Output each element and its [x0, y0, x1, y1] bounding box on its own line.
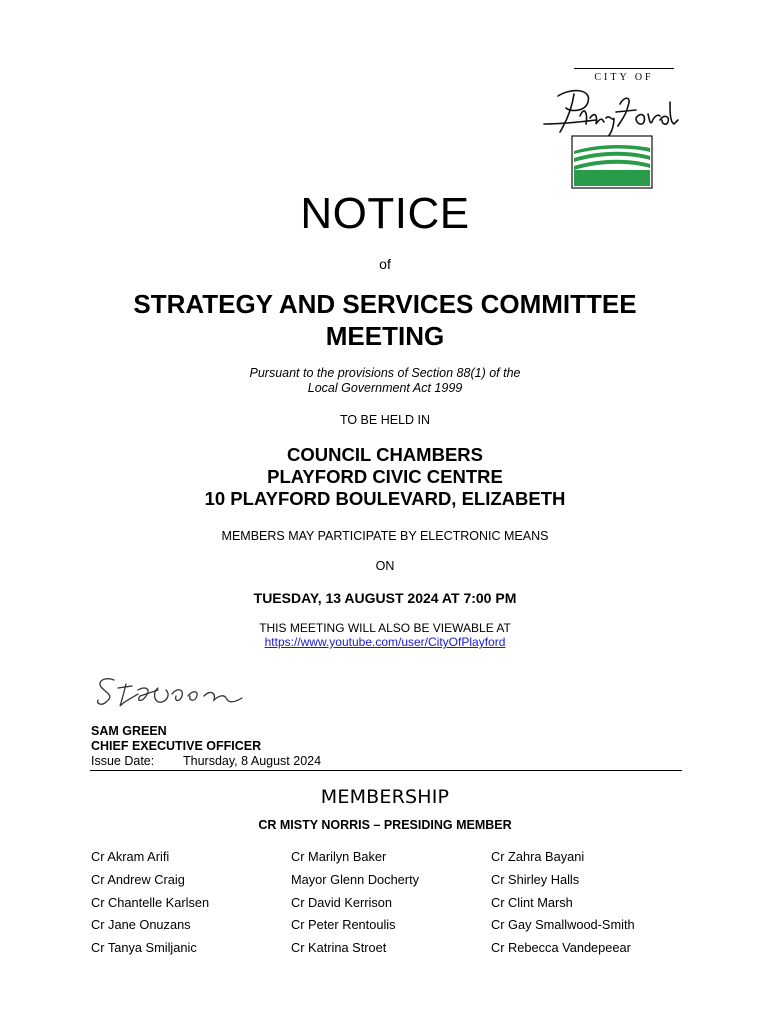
venue-line-3: 10 PLAYFORD BOULEVARD, ELIZABETH: [204, 488, 566, 509]
issue-date-row: [91, 754, 321, 769]
member-name: Cr Katrina Stroet: [291, 940, 387, 956]
member-name: Cr Zahra Bayani: [491, 849, 585, 864]
pursuant-line-2: Local Government Act 1999: [307, 381, 463, 395]
logo-script-wordmark: [544, 91, 678, 138]
pursuant-note: [0, 366, 770, 396]
member-name: Cr Jane Onuzans: [91, 917, 191, 933]
youtube-link[interactable]: https://www.youtube.com/user/CityOfPlayford: [264, 635, 506, 649]
members-row: [91, 939, 691, 962]
member-name: Cr Tanya Smiljanic: [91, 940, 197, 956]
member-name: Mayor Glenn Docherty: [291, 871, 420, 887]
of-text: of: [379, 256, 391, 272]
ceo-signature: [92, 670, 292, 716]
signer-block: [91, 724, 321, 769]
presiding-member: CR MISTY NORRIS – PRESIDING MEMBER: [258, 818, 512, 832]
member-name: Cr Marilyn Baker: [291, 849, 387, 864]
signer-title: CHIEF EXECUTIVE OFFICER: [91, 739, 262, 753]
held-in-text: TO BE HELD IN: [339, 413, 431, 427]
viewable-block: [0, 621, 770, 649]
member-name: Cr Shirley Halls: [491, 871, 580, 887]
city-of-playford-logo: [540, 66, 680, 190]
viewable-text: THIS MEETING WILL ALSO BE VIEWABLE AT: [259, 621, 511, 635]
meeting-datetime: TUESDAY, 13 AUGUST 2024 AT 7:00 PM: [253, 590, 517, 606]
member-name: Cr Gay Smallwood-Smith: [491, 917, 635, 933]
meeting-title-line-2: MEETING: [325, 321, 445, 351]
members-list: [91, 848, 691, 962]
section-divider: [90, 770, 682, 771]
members-row: [91, 916, 691, 939]
signer-name: SAM GREEN: [91, 724, 167, 738]
member-name: Cr Akram Arifi: [91, 849, 170, 864]
electronic-participation-text: MEMBERS MAY PARTICIPATE BY ELECTRONIC MEANS: [221, 529, 549, 543]
members-row: [91, 894, 691, 917]
notice-heading: NOTICE: [300, 189, 470, 238]
membership-heading: MEMBERSHIP: [320, 786, 450, 808]
on-text: ON: [375, 559, 395, 573]
venue-line-1: COUNCIL CHAMBERS: [287, 444, 483, 465]
pursuant-line-1: Pursuant to the provisions of Section 88(1) of the: [249, 366, 521, 380]
meeting-title: [0, 288, 770, 352]
venue-block: [0, 444, 770, 510]
issue-date-label: Issue Date:: [91, 754, 155, 768]
member-name: Cr Clint Marsh: [491, 894, 573, 910]
member-name: Cr Rebecca Vandepeear: [491, 940, 631, 956]
logo-field-graphic: [572, 136, 652, 188]
member-name: Cr Chantelle Karlsen: [91, 894, 210, 910]
logo-city-of-text: CITY OF: [594, 72, 654, 83]
member-name: Cr Peter Rentoulis: [291, 917, 396, 933]
meeting-title-line-1: STRATEGY AND SERVICES COMMITTEE: [133, 289, 637, 319]
venue-line-2: PLAYFORD CIVIC CENTRE: [267, 466, 503, 487]
logo-graphic: [540, 66, 680, 190]
members-row: [91, 848, 691, 871]
member-name: Cr David Kerrison: [291, 894, 392, 910]
issue-date-value: Thursday, 8 August 2024: [183, 754, 322, 768]
member-name: Cr Andrew Craig: [91, 871, 185, 887]
members-row: [91, 871, 691, 894]
